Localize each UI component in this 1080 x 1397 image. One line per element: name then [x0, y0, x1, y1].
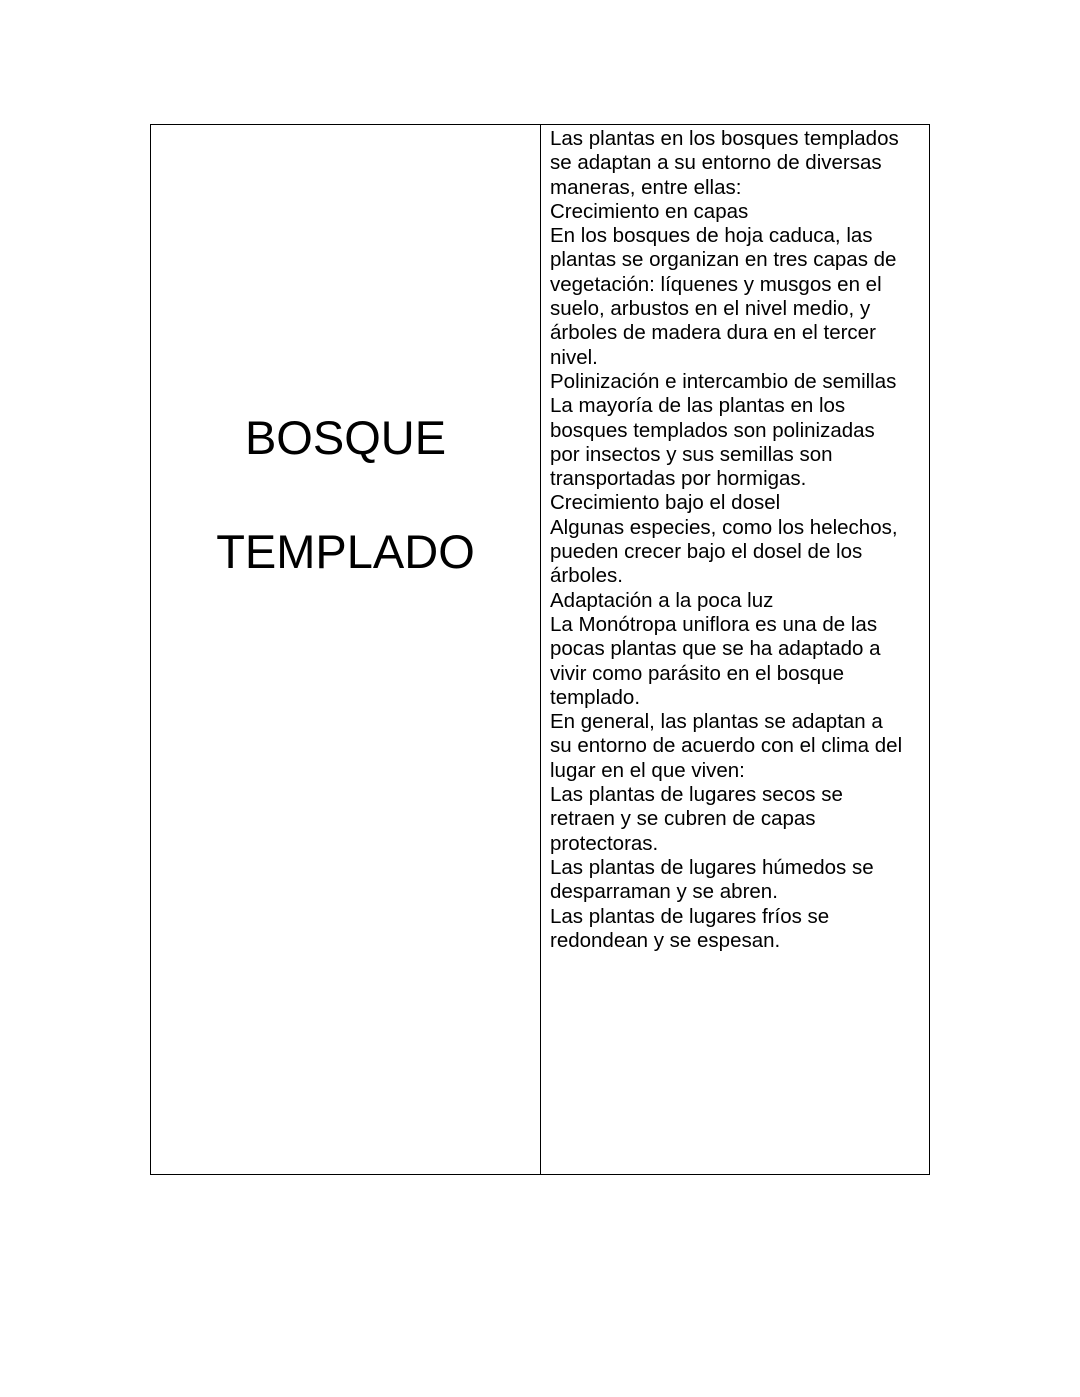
text-line: por insectos y sus semillas son [550, 442, 833, 466]
text-line: En los bosques de hoja caduca, las [550, 224, 873, 248]
text-line: desparraman y se abren. [550, 880, 778, 904]
text-line: lugar en el que viven: [550, 758, 745, 782]
title-line-2: TEMPLADO [216, 525, 475, 578]
description-cell [541, 125, 929, 1174]
text-line: árboles de madera dura en el tercer [550, 321, 876, 345]
text-line: Crecimiento en capas [550, 199, 749, 223]
text-line: pocas plantas que se ha adaptado a [550, 637, 881, 661]
text-line: retraen y se cubren de capas [550, 807, 816, 831]
text-line: vivir como parásito en el bosque [550, 661, 844, 685]
text-line: árboles. [550, 564, 623, 588]
text-line: transportadas por hormigas. [550, 467, 807, 491]
text-line: redondean y se espesan. [550, 928, 781, 952]
text-line: nivel. [550, 345, 598, 369]
text-line: Adaptación a la poca luz [550, 588, 774, 612]
text-line: bosques templados son polinizadas [550, 418, 875, 442]
text-line: se adaptan a su entorno de diversas [550, 151, 882, 175]
text-line: vegetación: líquenes y musgos en el [550, 272, 882, 296]
text-line: Algunas especies, como los helechos, [550, 515, 898, 539]
text-line: Las plantas de lugares fríos se [550, 904, 830, 928]
text-line: suelo, arbustos en el nivel medio, y [550, 297, 871, 321]
text-line: protectoras. [550, 831, 659, 855]
text-line: su entorno de acuerdo con el clima del [550, 734, 903, 758]
text-line: Las plantas de lugares secos se [550, 783, 843, 807]
text-line: templado. [550, 685, 641, 709]
text-line: maneras, entre ellas: [550, 175, 742, 199]
content-table [150, 124, 930, 1175]
text-line: En general, las plantas se adaptan a [550, 710, 883, 734]
title-line-1: BOSQUE [244, 411, 447, 464]
text-line: La Monótropa uniflora es una de las [550, 612, 878, 636]
text-line: Las plantas en los bosques templados [550, 127, 899, 150]
text-line: Polinización e intercambio de semillas [550, 369, 897, 393]
text-line: plantas se organizan en tres capas de [550, 248, 897, 272]
title-cell [151, 125, 541, 1174]
text-line: pueden crecer bajo el dosel de los [550, 540, 863, 564]
text-line: Las plantas de lugares húmedos se [550, 855, 874, 879]
text-line: La mayoría de las plantas en los [550, 394, 846, 418]
text-line: Crecimiento bajo el dosel [550, 491, 781, 515]
